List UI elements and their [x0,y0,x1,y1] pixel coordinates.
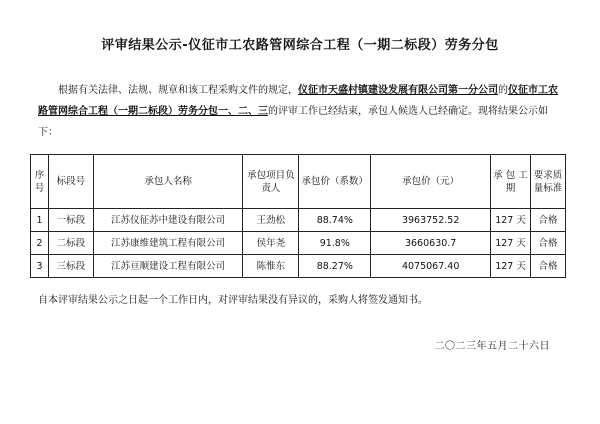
cell-price: 3660630.7 [371,232,491,255]
cell-seq: 1 [31,209,49,232]
purchaser-name: 仪征市天盛村镇建设发展有限公司第一分公司 [298,85,498,96]
cell-section: 三标段 [48,255,93,278]
cell-period: 127 天 [491,209,531,232]
header-seq: 序号 [31,155,49,209]
cell-contractor: 江苏康维建筑工程有限公司 [93,232,243,255]
cell-quality: 合格 [531,255,566,278]
header-section: 标段号 [48,155,93,209]
cell-period: 127 天 [491,255,531,278]
cell-section: 一标段 [48,209,93,232]
results-table [30,154,566,278]
cell-quality: 合格 [531,232,566,255]
header-contractor: 承包人名称 [93,155,243,209]
table-row [31,232,566,255]
cell-manager: 王劲松 [243,209,299,232]
cell-period: 127 天 [491,232,531,255]
header-quality: 要求质量标准 [531,155,566,209]
cell-seq: 3 [31,255,49,278]
cell-seq: 2 [31,232,49,255]
cell-section: 二标段 [48,232,93,255]
cell-rate: 88.74% [299,209,371,232]
paragraph-prefix: 根据有关法律、法规、规章和该工程采购文件的规定， [58,85,298,96]
cell-contractor: 江苏亘顺建设工程有限公司 [93,255,243,278]
cell-contractor: 江苏仪征苏中建设有限公司 [93,209,243,232]
cell-rate: 91.8% [299,232,371,255]
header-manager: 承包项目负责人 [243,155,299,209]
cell-price: 3963752.52 [371,209,491,232]
header-price: 承包价（元） [371,155,491,209]
table-row [31,255,566,278]
document-title: 评审结果公示-仪征市工农路管网综合工程（一期二标段）劳务分包 [101,38,499,53]
cell-manager: 侯年尧 [243,232,299,255]
cell-rate: 88.27% [299,255,371,278]
table-row [31,209,566,232]
cell-quality: 合格 [531,209,566,232]
cell-price: 4075067.40 [371,255,491,278]
cell-manager: 陈惟东 [243,255,299,278]
project-name: 仪征市工农路管网综合工程（一期二标段）劳务分包一、二、三 [38,85,558,117]
announcement-date: 二〇二三年五月二十六日 [434,341,550,352]
paragraph-suffix: 的评审工作已经结束，承包人候选人已经确定。现将结果公示如下： [38,106,548,138]
table-header-row [31,155,566,209]
header-rate: 承包价（系数） [299,155,371,209]
paragraph-of: 的 [498,85,508,96]
footer-notice: 自本评审结果公示之日起一个工作日内，对评审结果没有异议的，采购人将签发通知书。 [38,295,428,306]
intro-paragraph [38,80,564,143]
header-period: 承 包 工 期 [491,155,531,209]
